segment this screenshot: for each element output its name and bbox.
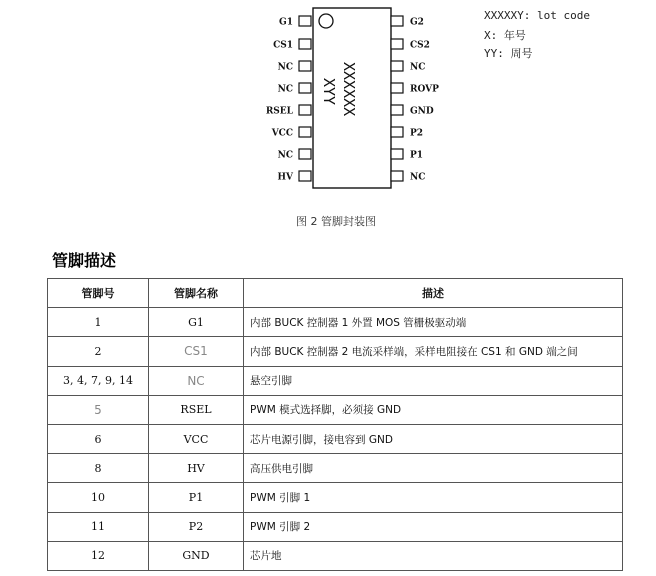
right-pin-5 — [391, 105, 434, 117]
right-pin-label: P2 — [410, 128, 424, 139]
pin-description-cell: PWM 模式选择脚，必须接 GND — [244, 395, 623, 424]
figure-caption: 图 2 管脚封装图 — [296, 215, 376, 228]
chip-marking-line-2: XYY — [320, 78, 338, 106]
pin-description-cell: PWM 引脚 1 — [244, 483, 623, 512]
left-pin-5 — [266, 105, 311, 117]
pin-number-cell: 6 — [48, 424, 149, 453]
left-pin-label: HV — [277, 172, 293, 183]
right-pin-pad — [391, 149, 403, 159]
left-pin-pad — [299, 105, 311, 115]
package-pinout-diagram — [0, 0, 656, 205]
pin-description-cell: PWM 引脚 2 — [244, 512, 623, 541]
section-title: 管脚描述 — [52, 251, 117, 270]
left-pin-pad — [299, 83, 311, 93]
left-pin-pad — [299, 39, 311, 49]
left-pin-6 — [271, 127, 311, 139]
left-pin-pad — [299, 149, 311, 159]
left-pin-label: RSEL — [265, 106, 293, 117]
legend-week: YY: 周号 — [484, 47, 533, 60]
pin-number-cell: 12 — [48, 541, 149, 570]
pin-number-cell: 1 — [48, 308, 149, 337]
header-description: 描述 — [244, 279, 623, 308]
legend-lot-code: XXXXXY: lot code — [484, 9, 590, 22]
pin-number-cell: 5 — [48, 395, 149, 424]
pin-description-cell: 高压供电引脚 — [244, 454, 623, 483]
pin-name-cell: NC — [149, 366, 244, 395]
pin-name-cell: CS1 — [149, 337, 244, 366]
right-pin-8 — [391, 171, 425, 183]
right-pin-1 — [391, 16, 424, 28]
pin-number-cell: 11 — [48, 512, 149, 541]
right-pin-2 — [391, 39, 430, 51]
pin-name-cell: G1 — [149, 308, 244, 337]
pin-name-cell: P1 — [149, 483, 244, 512]
table-row — [48, 337, 623, 366]
left-pin-label: G1 — [279, 17, 293, 28]
right-pin-label: NC — [410, 62, 426, 73]
left-pin-label: CS1 — [273, 40, 293, 51]
pin-description-cell: 内部 BUCK 控制器 2 电流采样端，采样电阻接在 CS1 和 GND 端之间 — [244, 337, 623, 366]
left-pin-label: NC — [277, 62, 293, 73]
left-pin-pad — [299, 127, 311, 137]
pin-description-cell: 内部 BUCK 控制器 1 外置 MOS 管栅极驱动端 — [244, 308, 623, 337]
table-row — [48, 512, 623, 541]
legend-year: X: 年号 — [484, 29, 526, 42]
right-pin-pad — [391, 39, 403, 49]
table-header-row — [48, 279, 623, 308]
right-pin-pad — [391, 61, 403, 71]
right-pin-pad — [391, 83, 403, 93]
right-pin-pad — [391, 16, 403, 26]
left-pin-pad — [299, 171, 311, 181]
table-row — [48, 454, 623, 483]
pin-description-table — [47, 278, 623, 571]
right-pin-label: GND — [410, 106, 434, 117]
pin-name-cell: HV — [149, 454, 244, 483]
right-pin-label: CS2 — [410, 40, 430, 51]
left-pin-8 — [278, 171, 312, 183]
pin-name-cell: RSEL — [149, 395, 244, 424]
pin-description-cell: 芯片地 — [244, 541, 623, 570]
pin-description-cell: 芯片电源引脚，接电容到 GND — [244, 424, 623, 453]
pin-name-cell: P2 — [149, 512, 244, 541]
left-pin-7 — [278, 149, 311, 161]
pin-number-cell: 3, 4, 7, 9, 14 — [48, 366, 149, 395]
right-pin-label: G2 — [410, 17, 424, 28]
right-pin-pad — [391, 127, 403, 137]
left-pin-3 — [278, 61, 311, 73]
pin-number-cell: 10 — [48, 483, 149, 512]
pin-description-cell: 悬空引脚 — [244, 366, 623, 395]
pin-number-cell: 2 — [48, 337, 149, 366]
left-pin-pad — [299, 61, 311, 71]
left-pin-4 — [278, 83, 311, 95]
header-pin-name: 管脚名称 — [149, 279, 244, 308]
table-row — [48, 424, 623, 453]
left-pin-label: VCC — [271, 128, 293, 139]
left-pin-pad — [299, 16, 311, 26]
right-pin-7 — [391, 149, 423, 161]
table-row — [48, 308, 623, 337]
table-row — [48, 395, 623, 424]
right-pin-4 — [391, 83, 439, 95]
pin-number-cell: 8 — [48, 454, 149, 483]
right-pin-label: ROVP — [410, 84, 439, 95]
right-pin-label: NC — [410, 172, 426, 183]
right-pin-pad — [391, 105, 403, 115]
right-pin-3 — [391, 61, 425, 73]
table-row — [48, 483, 623, 512]
chip-marking-line-1: XXXXXX — [340, 62, 358, 117]
right-pin-6 — [391, 127, 423, 139]
pin-name-cell: GND — [149, 541, 244, 570]
left-pin-label: NC — [277, 150, 293, 161]
right-pin-pad — [391, 171, 403, 181]
header-pin-number: 管脚号 — [48, 279, 149, 308]
right-pin-label: P1 — [410, 150, 424, 161]
left-pin-2 — [273, 39, 311, 51]
table-row — [48, 366, 623, 395]
table-row — [48, 541, 623, 570]
left-pin-1 — [279, 16, 311, 28]
pin-name-cell: VCC — [149, 424, 244, 453]
left-pin-label: NC — [277, 84, 293, 95]
